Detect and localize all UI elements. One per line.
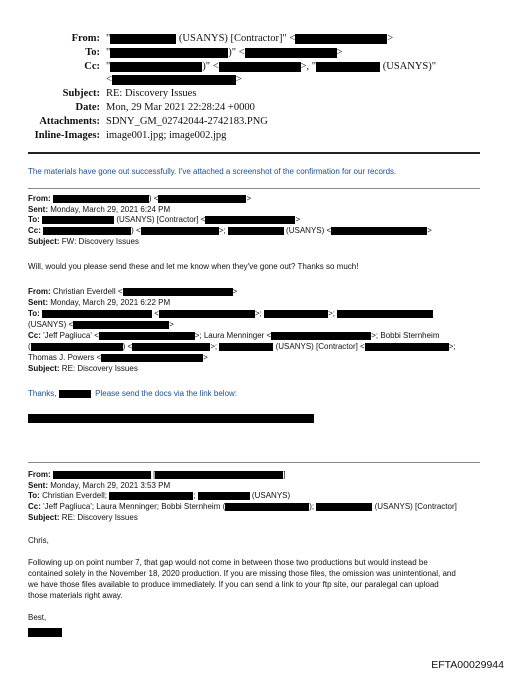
reply-top-text: The materials have gone out successfully. I've attached a screenshot of the confirmation for our records. <box>28 167 397 176</box>
subject-value: RE: Discovery Issues <box>106 88 197 99</box>
to-value: " )" < > <box>106 47 343 58</box>
msg2-sent: Sent: Monday, March 29, 2021 6:22 PM <box>28 298 171 307</box>
header-divider <box>28 152 480 154</box>
msg1-to: To: (USANYS) [Contractor] < > <box>28 215 301 224</box>
msg2-cc: Cc: 'Jeff Pagliuca' < >; Laura Menninger < >; Bobbi Sternheim <box>28 331 440 340</box>
cc-value-cont: < > <box>106 74 242 85</box>
subject-label: Subject: <box>62 88 100 99</box>
attachments-label: Attachments: <box>39 116 100 127</box>
msg2-from: From: Christian Everdell < > <box>28 287 238 296</box>
attachments-value: SDNY_GM_02742044-2742183.PNG <box>106 116 268 127</box>
redacted-signature <box>28 624 62 642</box>
msg3-body-line-1: Following up on point number 7, that gap would not come in between those two productions but would instead be <box>28 558 428 567</box>
msg3-body-line-2: contained solely in the November 18, 2020 production. If you are missing those files, the omission was unintentional, and <box>28 569 456 578</box>
msg2-to-cont: (USANYS) < > <box>28 320 174 329</box>
from-label: From: <box>71 33 100 44</box>
msg1-from: From: ) < > <box>28 194 252 203</box>
msg2-cc-cont2: Thomas J. Powers < > <box>28 353 208 362</box>
msg3-from: From: [ ] <box>28 470 286 479</box>
date-label: Date: <box>75 102 100 113</box>
msg3-greeting: Chris, <box>28 536 49 545</box>
date-value: Mon, 29 Mar 2021 22:28:24 +0000 <box>106 102 255 113</box>
msg1-divider <box>28 188 480 189</box>
msg2-subject: Subject: RE: Discovery Issues <box>28 364 138 373</box>
inline-images-value: image001.jpg; image002.jpg <box>106 130 227 141</box>
msg1-body: Will, would you please send these and let me know when they've gone out? Thanks so much! <box>28 262 359 271</box>
msg3-body-line-3: we have those files available to produce immediately. If you can send a link to your ftp site, our paralegal can upload <box>28 580 439 589</box>
msg3-sent: Sent: Monday, March 29, 2021 3:53 PM <box>28 481 171 490</box>
msg3-cc: Cc: 'Jeff Pagliuca'; Laura Menninger; Bobbi Sternheim ( ); (USANYS) [Contractor] <box>28 502 457 511</box>
msg1-sent: Sent: Monday, March 29, 2021 6:24 PM <box>28 205 171 214</box>
document-id: EFTA00029944 <box>431 659 504 671</box>
msg2-thanks: Thanks, Please send the docs via the link below: <box>28 389 238 398</box>
cc-label: Cc: <box>84 61 100 72</box>
msg2-cc-cont: ( ) < >; (USANYS) [Contractor] < >; <box>28 342 456 351</box>
msg3-subject: Subject: RE: Discovery Issues <box>28 513 138 522</box>
msg2-to: To: < >; >; <box>28 309 433 318</box>
msg1-subject: Subject: FW: Discovery Issues <box>28 237 139 246</box>
msg3-body-line-4: those materials right away. <box>28 591 123 600</box>
cc-value: " )" < >, " (USANYS)" <box>106 61 437 72</box>
inline-images-label: Inline-Images: <box>34 130 100 141</box>
msg1-cc: Cc: ) < >; (USANYS) < > <box>28 226 432 235</box>
from-value: " (USANYS) [Contractor]" < > <box>106 33 394 44</box>
msg3-closing: Best, <box>28 613 47 622</box>
msg3-divider <box>28 462 480 463</box>
msg3-to: To: Christian Everdell; ; (USANYS) <box>28 491 291 500</box>
redacted-link <box>28 410 314 428</box>
to-label: To: <box>85 47 100 58</box>
